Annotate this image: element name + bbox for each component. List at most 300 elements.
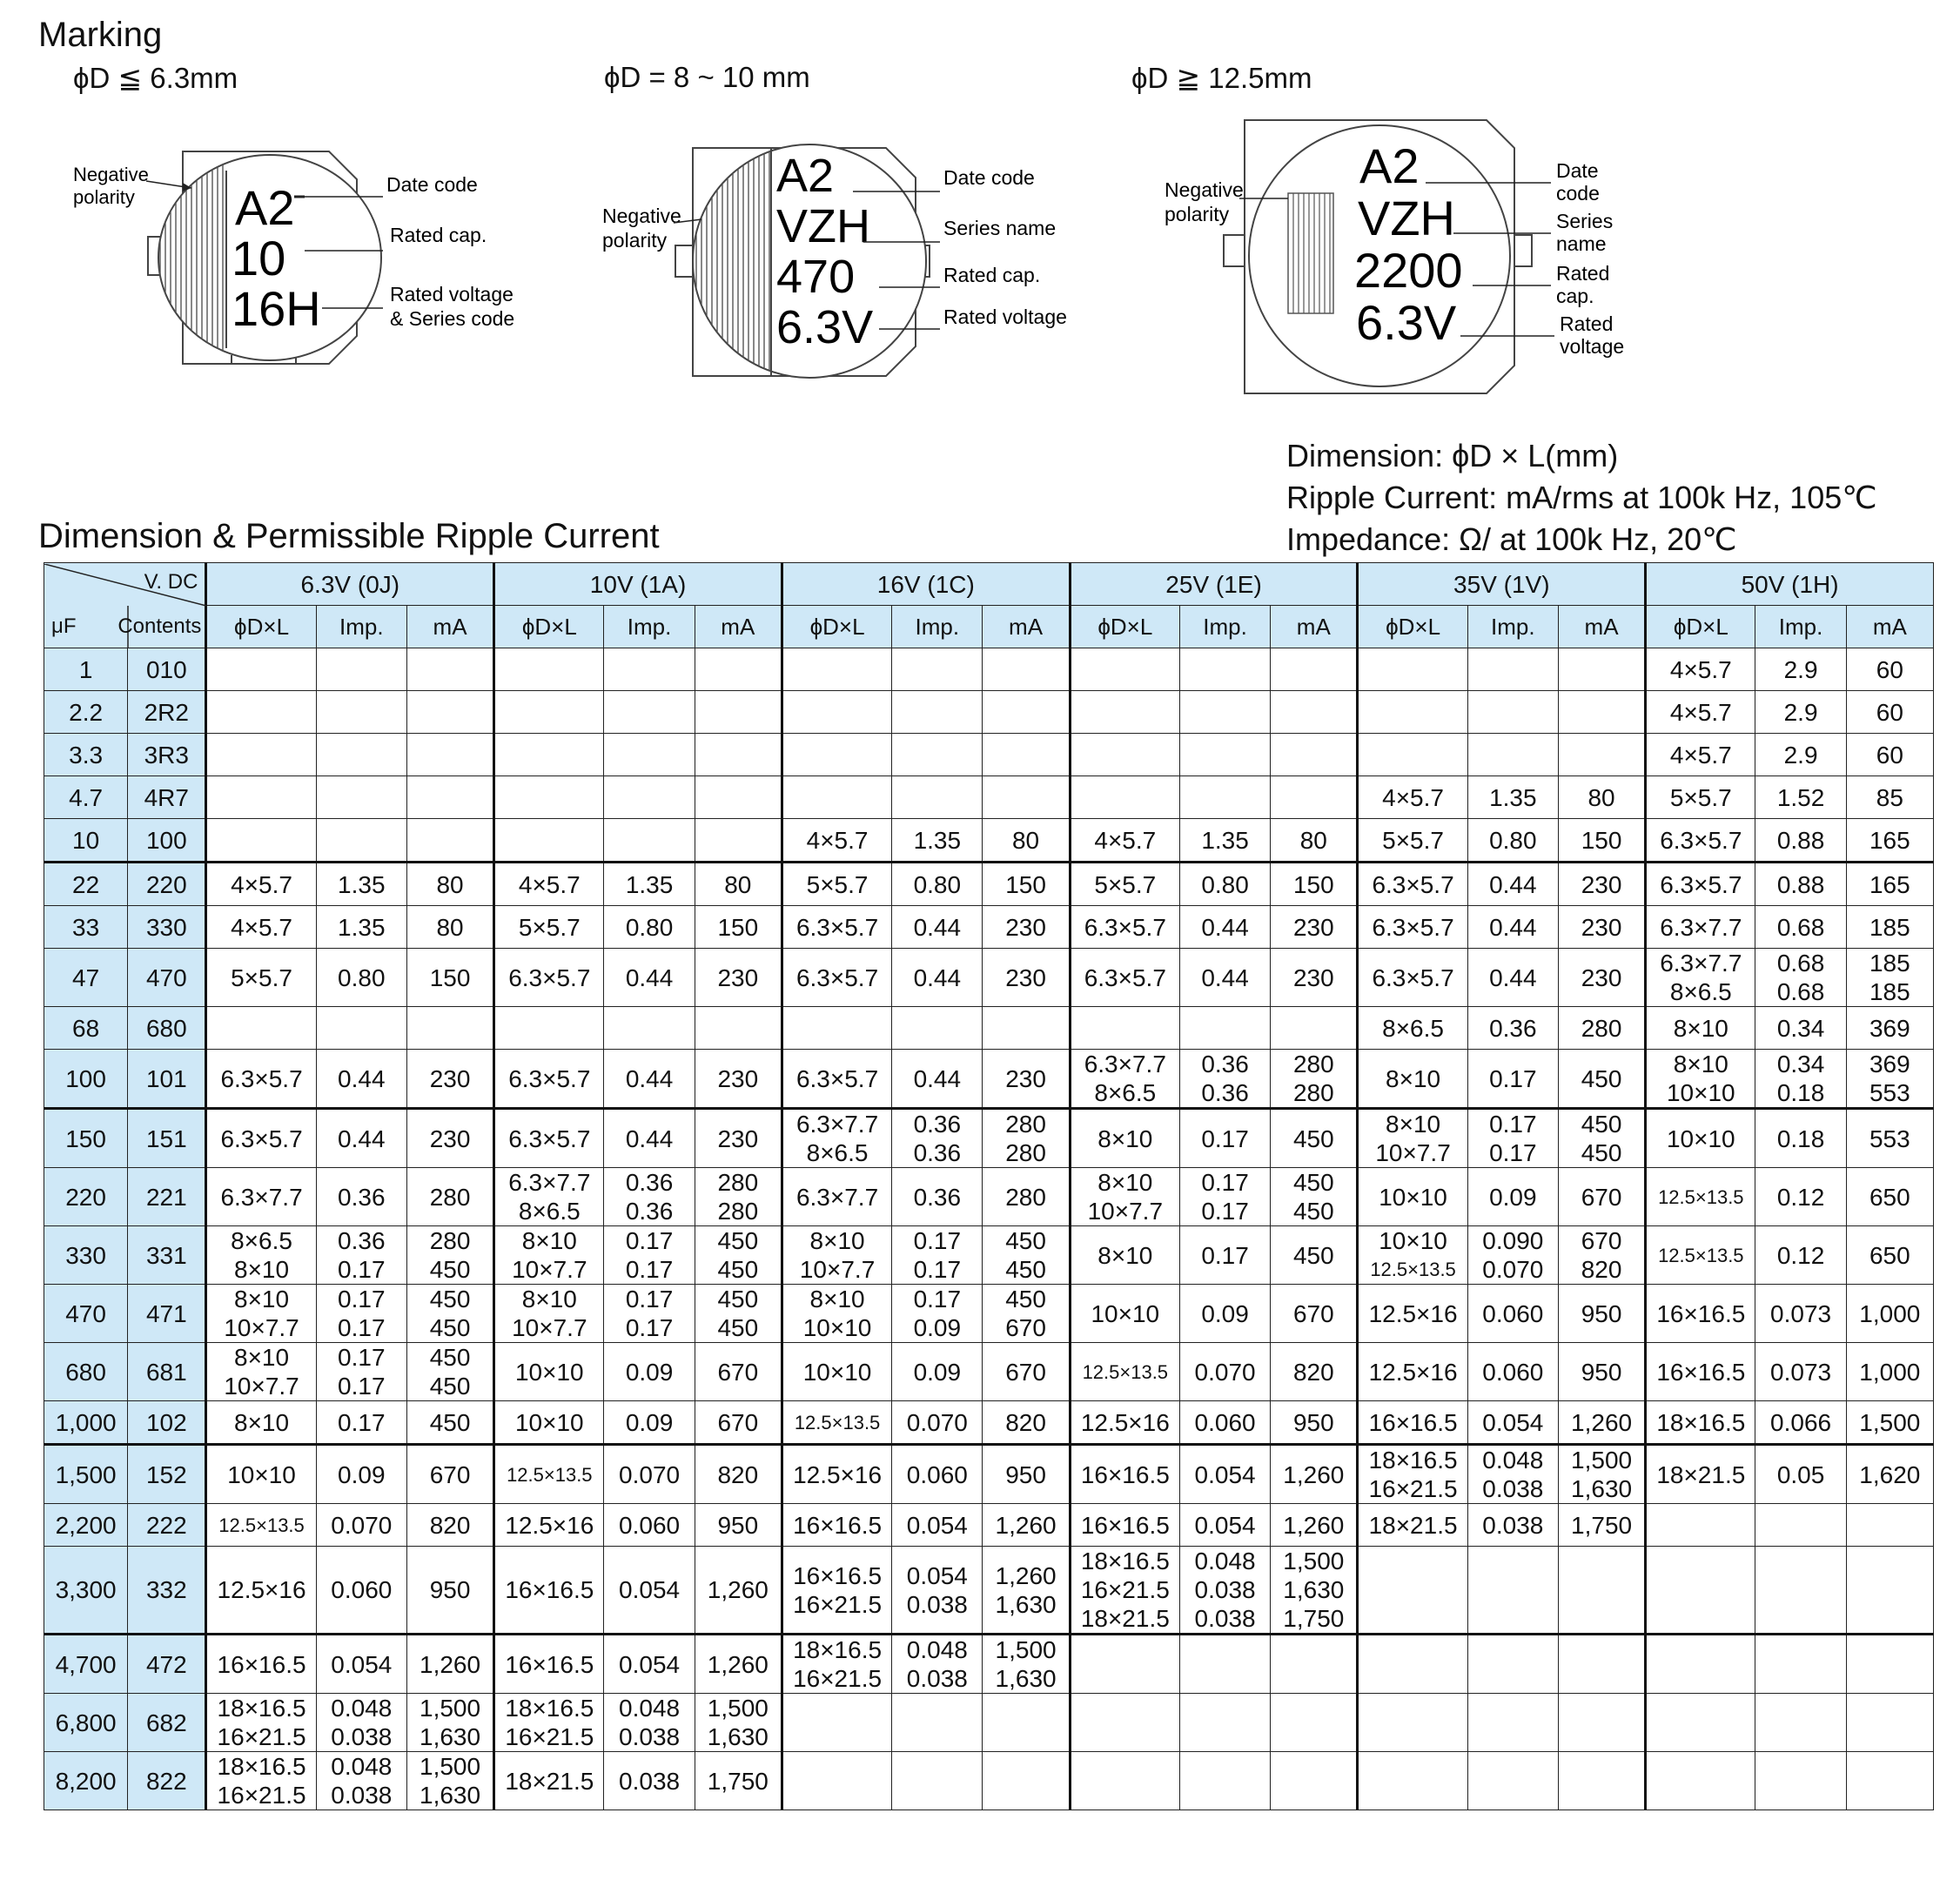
ripple-cell	[1558, 906, 1645, 949]
cell-value: 0.44	[1489, 964, 1537, 991]
cell-value: 0.68	[1776, 950, 1825, 977]
cell-value: 1,260	[707, 1650, 769, 1678]
ripple-cell	[1558, 1752, 1645, 1810]
cell-value: 1,500	[420, 1753, 481, 1780]
cell-value: 0.09	[338, 1460, 386, 1488]
impedance-cell	[1179, 1445, 1270, 1504]
dimension-cell	[782, 1226, 891, 1285]
cell-value: 0.88	[1776, 870, 1825, 898]
dimension-cell	[494, 1109, 604, 1168]
cell-value: 1,630	[1283, 1576, 1345, 1603]
cell-value: 1,260	[995, 1511, 1057, 1539]
sub-header: Imp.	[1179, 606, 1270, 648]
cell-value: 450	[717, 1227, 759, 1254]
code-cell: 100	[128, 819, 206, 863]
cell-value: 450	[717, 1314, 759, 1341]
ripple-cell	[983, 776, 1070, 819]
ripple-cell	[983, 1007, 1070, 1050]
cell-value: 6.3×5.7	[795, 913, 879, 941]
impedance-cell	[1467, 1343, 1558, 1401]
table-row	[44, 949, 1934, 1007]
cell-value: 10×7.7	[224, 1373, 299, 1400]
ripple-cell	[695, 1547, 782, 1635]
ripple-cell	[983, 1226, 1070, 1285]
capacitance-cell: 1	[44, 648, 128, 691]
cell-value: 450	[1292, 1169, 1334, 1196]
sub-header: mA	[406, 606, 493, 648]
dimension-cell	[782, 819, 891, 863]
dimension-cell	[494, 1343, 604, 1401]
cell-value: 0.054	[1194, 1460, 1256, 1488]
dimension-cell	[1070, 1168, 1179, 1226]
cell-value: 0.17	[338, 1373, 386, 1400]
impedance-cell	[1755, 1109, 1846, 1168]
impedance-cell	[1179, 1285, 1270, 1343]
impedance-cell	[892, 1168, 983, 1226]
ripple-cell	[695, 1445, 782, 1504]
cell-value: 0.070	[1482, 1256, 1544, 1283]
ripple-cell	[695, 1635, 782, 1694]
cell-value: 0.80	[625, 913, 674, 941]
cell-value: 230	[1005, 964, 1046, 991]
cell-value: 450	[429, 1314, 471, 1341]
code-cell: 3R3	[128, 734, 206, 776]
impedance-cell	[1467, 819, 1558, 863]
svg-text:cap.: cap.	[1556, 285, 1594, 307]
cell-value: 0.44	[338, 1064, 386, 1092]
dimension-cell	[782, 734, 891, 776]
cell-value: 0.054	[1482, 1408, 1544, 1436]
impedance-cell	[892, 1050, 983, 1109]
ripple-cell	[1271, 949, 1358, 1007]
cell-value: 8×10	[1386, 1064, 1441, 1092]
cell-value: 60	[1876, 741, 1903, 769]
cell-value: 1,260	[707, 1576, 769, 1603]
impedance-cell	[316, 863, 406, 906]
dimension-cell	[1358, 1343, 1467, 1401]
cell-value: 8×10	[234, 1256, 290, 1283]
dimension-cell	[1646, 648, 1755, 691]
cell-value: 0.09	[1489, 1183, 1537, 1211]
cell-value: 12.5×13.5	[1658, 1244, 1744, 1266]
capacitance-cell: 220	[44, 1168, 128, 1226]
impedance-cell	[1179, 1168, 1270, 1226]
ripple-cell	[1558, 1285, 1645, 1343]
code-cell: 220	[128, 863, 206, 906]
cell-value: 950	[1581, 1358, 1622, 1386]
ripple-cell	[406, 1285, 493, 1343]
cell-value: 8×10	[234, 1408, 290, 1436]
impedance-cell	[892, 906, 983, 949]
ripple-cell	[695, 1343, 782, 1401]
dimension-cell	[494, 691, 604, 734]
dimension-cell	[1358, 949, 1467, 1007]
ripple-cell	[695, 691, 782, 734]
dimension-cell	[1646, 691, 1755, 734]
impedance-cell	[604, 1343, 695, 1401]
cell-value: 1.35	[1489, 783, 1537, 811]
cell-value: 0.34	[1776, 1014, 1825, 1042]
cell-value: 1,500	[1571, 1447, 1633, 1474]
impedance-cell	[1467, 648, 1558, 691]
dimension-cell	[1358, 1635, 1467, 1694]
cell-value: 820	[1005, 1408, 1046, 1436]
capacitance-cell: 4,700	[44, 1635, 128, 1694]
impedance-cell	[604, 863, 695, 906]
dimension-cell	[206, 949, 316, 1007]
table-row	[44, 1050, 1934, 1109]
cell-value: 0.36	[913, 1111, 962, 1138]
cell-value: 6.3×7.7	[508, 1169, 591, 1196]
marking-line: VZH	[776, 200, 870, 252]
cell-value: 1.35	[1201, 826, 1249, 854]
impedance-cell	[892, 1752, 983, 1810]
cell-value: 280	[717, 1169, 759, 1196]
cell-value: 12.5×13.5	[1370, 1259, 1456, 1280]
ripple-cell	[695, 734, 782, 776]
cell-value: 8×6.5	[1094, 1079, 1157, 1106]
impedance-cell	[892, 1635, 983, 1694]
dimension-cell	[494, 819, 604, 863]
cell-value: 1,630	[707, 1723, 769, 1750]
impedance-cell	[1467, 1168, 1558, 1226]
impedance-cell	[1755, 1226, 1846, 1285]
code-cell: 152	[128, 1445, 206, 1504]
ripple-cell	[1558, 1504, 1645, 1547]
ripple-cell	[1558, 1635, 1645, 1694]
capacitance-cell: 3,300	[44, 1547, 128, 1635]
table-row	[44, 1343, 1934, 1401]
impedance-cell	[1755, 1168, 1846, 1226]
impedance-cell	[1179, 1694, 1270, 1752]
cell-value: 0.048	[331, 1753, 393, 1780]
table-row	[44, 1547, 1934, 1635]
cell-value: 0.060	[906, 1460, 968, 1488]
capacitance-cell: 100	[44, 1050, 128, 1109]
impedance-cell	[1179, 734, 1270, 776]
dimension-cell	[1358, 1694, 1467, 1752]
cell-value: 0.066	[1770, 1408, 1832, 1436]
ripple-cell	[406, 863, 493, 906]
ripple-cell	[1558, 1226, 1645, 1285]
dimension-cell	[494, 1285, 604, 1343]
impedance-cell	[316, 1547, 406, 1635]
cell-value: 150	[429, 964, 471, 991]
impedance-cell	[1467, 734, 1558, 776]
cell-value: 0.038	[906, 1665, 968, 1692]
dimension-cell	[782, 949, 891, 1007]
cell-value: 1.35	[913, 826, 962, 854]
ripple-cell	[1271, 1109, 1358, 1168]
cell-value: 0.80	[913, 870, 962, 898]
capacitance-cell: 1,500	[44, 1445, 128, 1504]
impedance-cell	[1179, 1343, 1270, 1401]
code-cell: 470	[128, 949, 206, 1007]
cell-value: 12.5×16	[1368, 1358, 1458, 1386]
ripple-cell	[695, 648, 782, 691]
ripple-cell	[406, 1635, 493, 1694]
series-name-label: Series name	[943, 217, 1057, 239]
code-cell: 010	[128, 648, 206, 691]
dimension-cell	[1646, 1007, 1755, 1050]
ripple-cell	[983, 1285, 1070, 1343]
impedance-cell	[316, 1226, 406, 1285]
cell-value: 0.17	[338, 1286, 386, 1313]
ripple-cell	[695, 1752, 782, 1810]
cell-value: 670	[1292, 1299, 1334, 1327]
ripple-cell	[406, 1109, 493, 1168]
dimension-cell	[206, 734, 316, 776]
cell-value: 60	[1876, 698, 1903, 726]
impedance-cell	[1179, 1752, 1270, 1810]
rated-cap-label: Rated cap.	[390, 224, 487, 246]
cell-value: 150	[1005, 870, 1046, 898]
table-row	[44, 906, 1934, 949]
ripple-cell	[406, 1168, 493, 1226]
impedance-cell	[1467, 949, 1558, 1007]
marking-line: VZH	[1358, 191, 1455, 245]
cell-value: 165	[1869, 826, 1910, 854]
dimension-cell	[494, 1752, 604, 1810]
cell-value: 16×16.5	[793, 1561, 883, 1589]
cell-value: 0.17	[338, 1344, 386, 1371]
cell-value: 10×7.7	[799, 1256, 876, 1283]
dimension-cell	[1646, 1752, 1755, 1810]
cell-value: 280	[717, 1198, 759, 1225]
cell-value: 0.36	[913, 1139, 962, 1166]
voltage-header: 16V (1C)	[782, 563, 1070, 606]
impedance-cell	[892, 1401, 983, 1445]
dimension-cell	[782, 776, 891, 819]
cell-value: 0.44	[1201, 964, 1249, 991]
table-row	[44, 734, 1934, 776]
cell-value: 4×5.7	[1669, 655, 1732, 683]
cell-value: 0.038	[1482, 1475, 1544, 1502]
impedance-cell	[316, 1285, 406, 1343]
table-row	[44, 1109, 1934, 1168]
cell-value: 230	[1581, 964, 1622, 991]
marking-line: A2	[776, 150, 835, 202]
rated-voltage-label: Rated voltage	[943, 306, 1067, 328]
cell-value: 150	[717, 913, 759, 941]
code-cell: 682	[128, 1694, 206, 1752]
impedance-cell	[316, 1007, 406, 1050]
table-row	[44, 1401, 1934, 1445]
impedance-cell	[1755, 648, 1846, 691]
capacitance-cell: 3.3	[44, 734, 128, 776]
dimension-cell	[1070, 1635, 1179, 1694]
dimension-cell	[1646, 819, 1755, 863]
voltage-header: 10V (1A)	[494, 563, 782, 606]
cell-value: 8×10	[1097, 1169, 1153, 1196]
cell-value: 369	[1869, 1014, 1910, 1042]
voltage-header: 6.3V (0J)	[206, 563, 494, 606]
cell-value: 1,630	[420, 1723, 481, 1750]
cell-value: 5×5.7	[806, 870, 869, 898]
impedance-cell	[1179, 1547, 1270, 1635]
impedance-cell	[604, 1109, 695, 1168]
cell-value: 0.048	[619, 1695, 681, 1722]
ripple-cell	[1846, 1401, 1933, 1445]
ripple-cell	[1558, 1694, 1645, 1752]
cell-value: 1.35	[338, 913, 386, 941]
cell-value: 8×10	[1386, 1111, 1441, 1138]
dimension-cell	[782, 1168, 891, 1226]
impedance-cell	[316, 691, 406, 734]
cell-value: 0.070	[619, 1460, 681, 1488]
cell-value: 280	[1292, 1051, 1334, 1078]
cell-value: 5×5.7	[1382, 826, 1444, 854]
ripple-cell	[1271, 1343, 1358, 1401]
capacitance-cell: 8,200	[44, 1752, 128, 1810]
ripple-cell	[983, 1445, 1070, 1504]
cell-value: 0.44	[1489, 913, 1537, 941]
impedance-cell	[316, 1168, 406, 1226]
sub-header: ϕD×L	[1646, 606, 1755, 648]
dimension-cell	[494, 1504, 604, 1547]
capacitance-cell: 10	[44, 819, 128, 863]
sub-header: ϕD×L	[1070, 606, 1179, 648]
impedance-cell	[316, 819, 406, 863]
ripple-cell	[983, 1694, 1070, 1752]
cell-value: 0.090	[1482, 1227, 1544, 1254]
cell-value: 0.060	[619, 1511, 681, 1539]
ripple-cell	[1846, 906, 1933, 949]
cell-value: 16×16.5	[1368, 1408, 1458, 1436]
table-title: Dimension & Permissible Ripple Current	[38, 517, 660, 555]
impedance-cell	[892, 1109, 983, 1168]
dimension-cell	[1358, 1226, 1467, 1285]
impedance-cell	[1467, 1109, 1558, 1168]
ripple-cell	[1271, 1226, 1358, 1285]
impedance-cell	[892, 1007, 983, 1050]
corner-header	[44, 563, 206, 648]
ripple-cell	[983, 1547, 1070, 1635]
cell-value: 450	[429, 1373, 471, 1400]
cell-value: 80	[436, 913, 464, 941]
dimension-cell	[782, 691, 891, 734]
cell-value: 12.5×13.5	[218, 1514, 305, 1536]
cell-value: 16×21.5	[1080, 1576, 1170, 1603]
marking-diagram-large	[1158, 113, 1697, 400]
cell-value: 8×10	[809, 1227, 865, 1254]
dimension-cell	[1358, 819, 1467, 863]
cell-value: 0.054	[619, 1650, 681, 1678]
impedance-cell	[892, 1285, 983, 1343]
cell-value: 0.054	[619, 1576, 681, 1603]
cell-value: 0.44	[625, 1064, 674, 1092]
ripple-cell	[695, 863, 782, 906]
cell-value: 0.44	[913, 913, 962, 941]
capacitance-cell: 4.7	[44, 776, 128, 819]
cell-value: 16×16.5	[217, 1650, 306, 1678]
ripple-cell	[1846, 1168, 1933, 1226]
ripple-cell	[1846, 1343, 1933, 1401]
cell-value: 0.054	[1194, 1511, 1256, 1539]
cell-value: 12.5×13.5	[507, 1463, 593, 1486]
cell-value: 8×10	[1097, 1241, 1153, 1269]
cell-value: 0.88	[1776, 826, 1825, 854]
cell-value: 8×6.5	[1382, 1014, 1444, 1042]
ripple-cell	[1271, 1694, 1358, 1752]
impedance-cell	[892, 776, 983, 819]
cell-value: 0.17	[625, 1314, 674, 1341]
dimension-cell	[206, 1343, 316, 1401]
dimension-cell	[494, 1635, 604, 1694]
cell-value: 2.9	[1783, 655, 1818, 683]
sub-header: Imp.	[604, 606, 695, 648]
impedance-cell	[604, 1007, 695, 1050]
cell-value: 0.09	[625, 1358, 674, 1386]
cell-value: 450	[1292, 1125, 1334, 1152]
cell-value: 16×16.5	[505, 1576, 594, 1603]
ripple-cell	[406, 1504, 493, 1547]
cell-value: 80	[724, 870, 752, 898]
impedance-cell	[604, 776, 695, 819]
ripple-cell	[695, 949, 782, 1007]
cell-value: 6.3×5.7	[795, 964, 879, 991]
cell-value: 0.038	[906, 1590, 968, 1618]
dimension-cell	[1358, 691, 1467, 734]
dimension-cell	[1070, 1547, 1179, 1635]
dimension-cell	[782, 1694, 891, 1752]
dimension-cell	[782, 1504, 891, 1547]
ripple-table-container	[44, 562, 1934, 1810]
dimension-cell	[206, 691, 316, 734]
cell-value: 0.038	[1194, 1605, 1256, 1632]
dimension-cell	[782, 1752, 891, 1810]
ripple-cell	[695, 776, 782, 819]
impedance-cell	[604, 1694, 695, 1752]
ripple-cell	[1271, 1050, 1358, 1109]
cell-value: 6.3×5.7	[508, 1064, 591, 1092]
impedance-cell	[316, 1401, 406, 1445]
ripple-cell	[1558, 1547, 1645, 1635]
cell-value: 0.12	[1776, 1241, 1825, 1269]
svg-text:name: name	[1556, 232, 1607, 255]
cell-value: 369	[1869, 1051, 1910, 1078]
dimension-cell	[494, 734, 604, 776]
cell-value: 8×6.5	[806, 1139, 869, 1166]
cell-value: 18×16.5	[217, 1753, 306, 1780]
cell-value: 1,620	[1859, 1460, 1921, 1488]
dimension-cell	[1358, 776, 1467, 819]
ripple-cell	[1271, 648, 1358, 691]
cell-value: 10×7.7	[512, 1256, 587, 1283]
cell-value: 0.34	[1776, 1051, 1825, 1078]
ripple-cell	[1846, 819, 1933, 863]
ripple-cell	[1271, 1504, 1358, 1547]
capacitance-cell: 1,000	[44, 1401, 128, 1445]
dimension-cell	[1070, 691, 1179, 734]
capacitance-cell: 680	[44, 1343, 128, 1401]
capacitance-cell: 2.2	[44, 691, 128, 734]
cell-value: 8×10	[234, 1286, 290, 1313]
cell-value: 8×10	[1673, 1014, 1728, 1042]
marking-line: 10	[232, 231, 286, 285]
cell-value: 0.17	[913, 1256, 962, 1283]
sub-header: mA	[983, 606, 1070, 648]
impedance-cell	[1467, 1752, 1558, 1810]
ripple-cell	[695, 1168, 782, 1226]
ripple-cell	[406, 1752, 493, 1810]
ripple-cell	[1558, 648, 1645, 691]
impedance-cell	[1179, 776, 1270, 819]
cell-value: 1,260	[420, 1650, 481, 1678]
impedance-cell	[1467, 1694, 1558, 1752]
svg-text:voltage: voltage	[1560, 335, 1625, 358]
cell-value: 230	[1292, 964, 1334, 991]
